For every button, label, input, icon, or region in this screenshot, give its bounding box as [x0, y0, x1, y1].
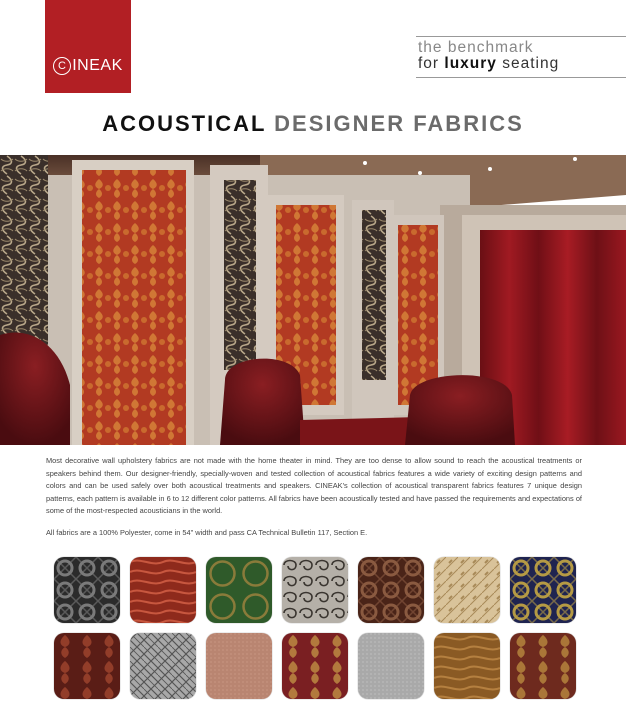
fabric-swatch-wave [130, 557, 196, 623]
cineak-logo [45, 0, 131, 93]
body-paragraph-2: All fabrics are a 100% Polyester, come in 54" width and pass CA Technical Bulletin 117, Section E. [46, 527, 368, 537]
tagline-line2 [418, 55, 559, 73]
fabric-swatch-damask [510, 633, 576, 699]
tagline-prefix: for [418, 55, 440, 72]
logo-wordmark [53, 57, 123, 75]
body-copy [46, 455, 582, 548]
tagline-line1: the benchmark [418, 39, 534, 56]
title-part2: DESIGNER FABRICS [274, 111, 524, 136]
fabric-swatch-wave [434, 633, 500, 699]
page-title [0, 111, 626, 137]
fabric-swatch-plain [206, 633, 272, 699]
fabric-swatch-damask [282, 633, 348, 699]
fabric-swatch-plain [358, 633, 424, 699]
logo-text: INEAK [72, 57, 123, 74]
hero-theater-image [0, 155, 626, 445]
fabric-swatch-circles [206, 557, 272, 623]
title-part1: ACOUSTICAL [102, 111, 267, 136]
tagline-bold: luxury [444, 55, 497, 72]
tagline-suffix: seating [502, 55, 560, 72]
fabric-swatch-celtic-knot [54, 557, 120, 623]
logo-circle-c: C [53, 57, 71, 75]
theater-illustration [0, 155, 626, 445]
fabric-swatch-celtic-knot [510, 557, 576, 623]
fabric-swatch-leaf-line [434, 557, 500, 623]
fabric-swatch-celtic-knot [358, 557, 424, 623]
tagline-rule [416, 77, 626, 78]
tagline [416, 36, 626, 77]
fabric-swatch-geometric [130, 633, 196, 699]
fabric-swatch-scroll [282, 557, 348, 623]
fabric-swatch-damask [54, 633, 120, 699]
body-paragraph-1: Most decorative wall upholstery fabrics are not made with the home theater in mind. They are too dense to allow sound to reach the acoustical treatments or speakers behind them. Our designer-friendly, specially-woven and tested collection of acoustical fabrics features a wide variety of exciting design patterns and colors and can be used safely over both acoustical treatments and speakers. CINEAK's collection of acoustical transparent fabrics features 7 unique design patterns, each pattern is available in 6 to 12 different color patterns. All fabrics have been acoustically tested and have passed the requirements and expectations of some of the most-respected acousticians in the world. [46, 456, 582, 515]
